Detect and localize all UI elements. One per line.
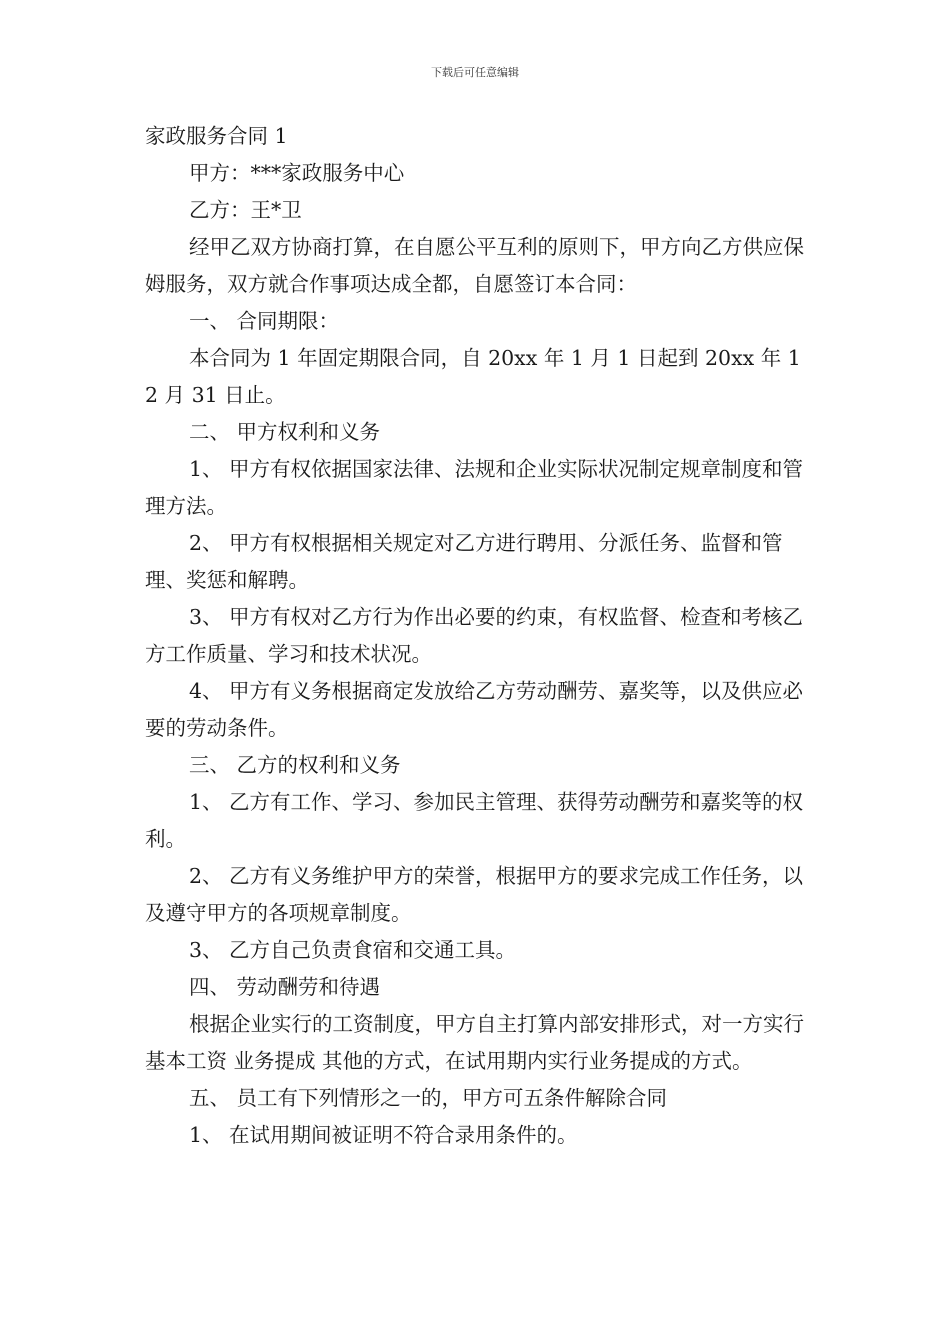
contract-document [145,118,809,1154]
section-3-item-1: 1、 乙方有工作、学习、参加民主管理、获得劳动酬劳和嘉奖等的权利。 [145,790,804,851]
section-3-item-3: 3、 乙方自己负责食宿和交通工具。 [189,938,517,962]
section-3-heading: 三、 乙方的权利和义务 [189,753,401,777]
section-3-item-2: 2、 乙方有义务维护甲方的荣誉，根据甲方的要求完成工作任务，以及遵守甲方的各项规章制度。 [145,864,804,925]
section-2-item-1: 1、 甲方有权依据国家法律、法规和企业实际状况制定规章制度和管理方法。 [145,457,804,518]
party-a-line: 甲方：***家政服务中心 [189,161,405,185]
page-header-note: 下载后可任意编辑 [431,66,519,79]
section-2-item-4: 4、 甲方有义务根据商定发放给乙方劳动酬劳、嘉奖等，以及供应必要的劳动条件。 [145,679,804,740]
section-1-body: 本合同为 1 年固定期限合同，自 20xx 年 1 月 1 日起到 20xx 年 12 月 31 日止。 [145,346,801,407]
section-5-item-1: 1、 在试用期间被证明不符合录用条件的。 [189,1123,578,1147]
section-4-body: 根据企业实行的工资制度，甲方自主打算内部安排形式，对一方实行基本工资 业务提成 其他的方式，在试用期内实行业务提成的方式。 [145,1012,804,1073]
section-4-heading: 四、 劳动酬劳和待遇 [189,975,381,999]
party-b-line: 乙方：王*卫 [189,198,302,222]
section-2-item-2: 2、 甲方有权根据相关规定对乙方进行聘用、分派任务、监督和管理、奖惩和解聘。 [145,531,783,592]
document-title: 家政服务合同 1 [145,124,288,148]
section-2-item-3: 3、 甲方有权对乙方行为作出必要的约束，有权监督、检查和考核乙方工作质量、学习和技术状况。 [145,605,804,666]
intro-paragraph: 经甲乙双方协商打算，在自愿公平互利的原则下，甲方向乙方供应保姆服务，双方就合作事项达成全都，自愿签订本合同： [145,235,804,296]
section-5-heading: 五、 员工有下列情形之一的，甲方可五条件解除合同 [189,1086,668,1110]
section-2-heading: 二、 甲方权利和义务 [189,420,381,444]
section-1-heading: 一、 合同期限： [189,309,340,333]
